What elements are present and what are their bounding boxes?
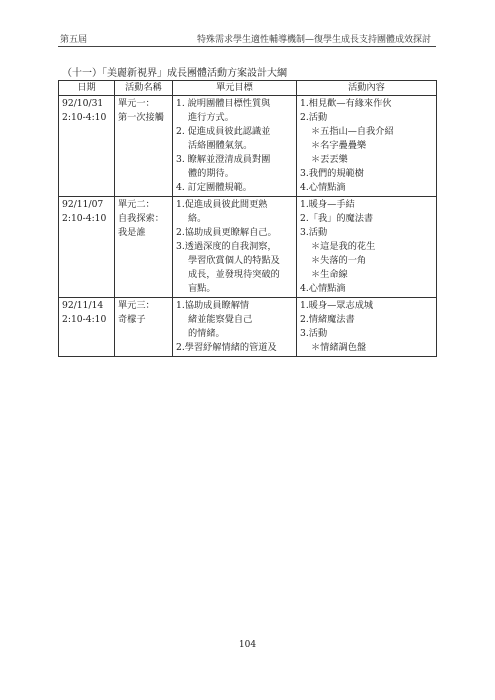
content-line: 3.我們的規範樹 bbox=[300, 168, 364, 179]
goals-line: 1.促進成員彼此間更熟 bbox=[176, 199, 268, 210]
header-date: 日期 bbox=[59, 81, 115, 96]
name-line: 第一次接觸 bbox=[118, 112, 164, 123]
date-cell bbox=[59, 197, 115, 298]
goals-line: 絡。 bbox=[188, 213, 207, 224]
goals-line: 進行方式。 bbox=[188, 112, 234, 123]
name-line: 單元二： bbox=[118, 199, 155, 210]
content-line: ＊丟丟樂 bbox=[311, 154, 348, 165]
table-row bbox=[59, 96, 437, 197]
table-header-row bbox=[59, 81, 437, 96]
unit-goal-cell bbox=[173, 298, 297, 357]
table-row bbox=[59, 298, 437, 357]
activity-content-cell bbox=[297, 197, 437, 298]
header-activity-content: 活動內容 bbox=[297, 81, 437, 96]
content-line: ＊五指山—自我介紹 bbox=[311, 126, 394, 137]
content-line: ＊這是我的花生 bbox=[311, 241, 376, 252]
content-line: 1.暖身—手結 bbox=[300, 199, 355, 210]
name-line: 奇檬子 bbox=[118, 314, 146, 325]
date-line: 2:10-4:10 bbox=[62, 112, 107, 123]
content-line: 2.活動 bbox=[300, 112, 328, 123]
goals-line: 盲點。 bbox=[188, 283, 216, 294]
activity-name-cell bbox=[115, 298, 173, 357]
content-line: 2.情緒魔法書 bbox=[300, 314, 355, 325]
goals-line: 4. 訂定團體規範。 bbox=[176, 182, 252, 193]
table-row bbox=[59, 197, 437, 298]
goals-line: 學習欣賞個人的特點及 bbox=[188, 255, 280, 266]
content-line: 4.心情點滴 bbox=[300, 283, 346, 294]
content-line: 3.活動 bbox=[300, 227, 328, 238]
content-line: ＊失落的一角 bbox=[311, 255, 367, 266]
header-right: 特殊需求學生適性輔導機制—復學生成長支持團體成效探討 bbox=[196, 35, 431, 45]
date-line: 2:10-4:10 bbox=[62, 213, 107, 224]
goals-line: 3.透過深度的自我洞察， bbox=[176, 241, 277, 252]
header-activity-name: 活動名稱 bbox=[115, 81, 173, 96]
name-line: 自我探索： bbox=[118, 213, 164, 224]
activity-plan-table bbox=[58, 80, 437, 357]
date-line: 92/10/31 bbox=[62, 98, 104, 109]
goals-line: 1.協助成員瞭解情 bbox=[176, 300, 250, 311]
header-unit-goal: 單元目標 bbox=[173, 81, 297, 96]
activity-name-cell bbox=[115, 197, 173, 298]
unit-goal-cell bbox=[173, 197, 297, 298]
content-line: ＊情緒調色盤 bbox=[311, 342, 367, 353]
name-line: 單元一： bbox=[118, 98, 155, 109]
goals-line: 體的期待。 bbox=[188, 168, 234, 179]
content-line: ＊名字疊疊樂 bbox=[311, 140, 367, 151]
activity-content-cell bbox=[297, 298, 437, 357]
goals-line: 緒並能察覺自己 bbox=[188, 314, 253, 325]
page-number: 104 bbox=[238, 640, 257, 650]
content-line: 1.暖身—眾志成城 bbox=[300, 300, 374, 311]
goals-line: 活絡團體氣氛。 bbox=[188, 140, 253, 151]
goals-line: 成長，並發現待突破的 bbox=[188, 269, 280, 280]
unit-goal-cell bbox=[173, 96, 297, 197]
activity-content-cell bbox=[297, 96, 437, 197]
content-line: ＊生命線 bbox=[311, 269, 348, 280]
goals-line: 2.學習紓解情緒的管道及 bbox=[176, 342, 277, 353]
content-line: 4.心情點滴 bbox=[300, 182, 346, 193]
header-left: 第五屆 bbox=[60, 35, 88, 45]
content-line: 1.相見歡—有緣來作伙 bbox=[300, 98, 392, 109]
content-line: 2.「我」的魔法書 bbox=[300, 213, 374, 224]
date-line: 2:10-4:10 bbox=[62, 314, 107, 325]
date-cell bbox=[59, 298, 115, 357]
goals-line: 2.協助成員更瞭解自己。 bbox=[176, 227, 277, 238]
goals-line: 3. 瞭解並澄清成員對團 bbox=[176, 154, 271, 165]
goals-line: 2. 促進成員彼此認識並 bbox=[176, 126, 271, 137]
name-line: 單元三： bbox=[118, 300, 155, 311]
date-cell bbox=[59, 96, 115, 197]
header-rule bbox=[58, 46, 436, 47]
content-line: 3.活動 bbox=[300, 328, 328, 339]
section-title: （十一）「美麗新視界」成長團體活動方案設計大綱 bbox=[62, 68, 287, 79]
date-line: 92/11/07 bbox=[62, 199, 104, 210]
goals-line: 的情緒。 bbox=[188, 328, 225, 339]
name-line: 我是誰 bbox=[118, 227, 146, 238]
activity-name-cell bbox=[115, 96, 173, 197]
date-line: 92/11/14 bbox=[62, 300, 104, 311]
goals-line: 1. 說明團體目標性質與 bbox=[176, 98, 271, 109]
